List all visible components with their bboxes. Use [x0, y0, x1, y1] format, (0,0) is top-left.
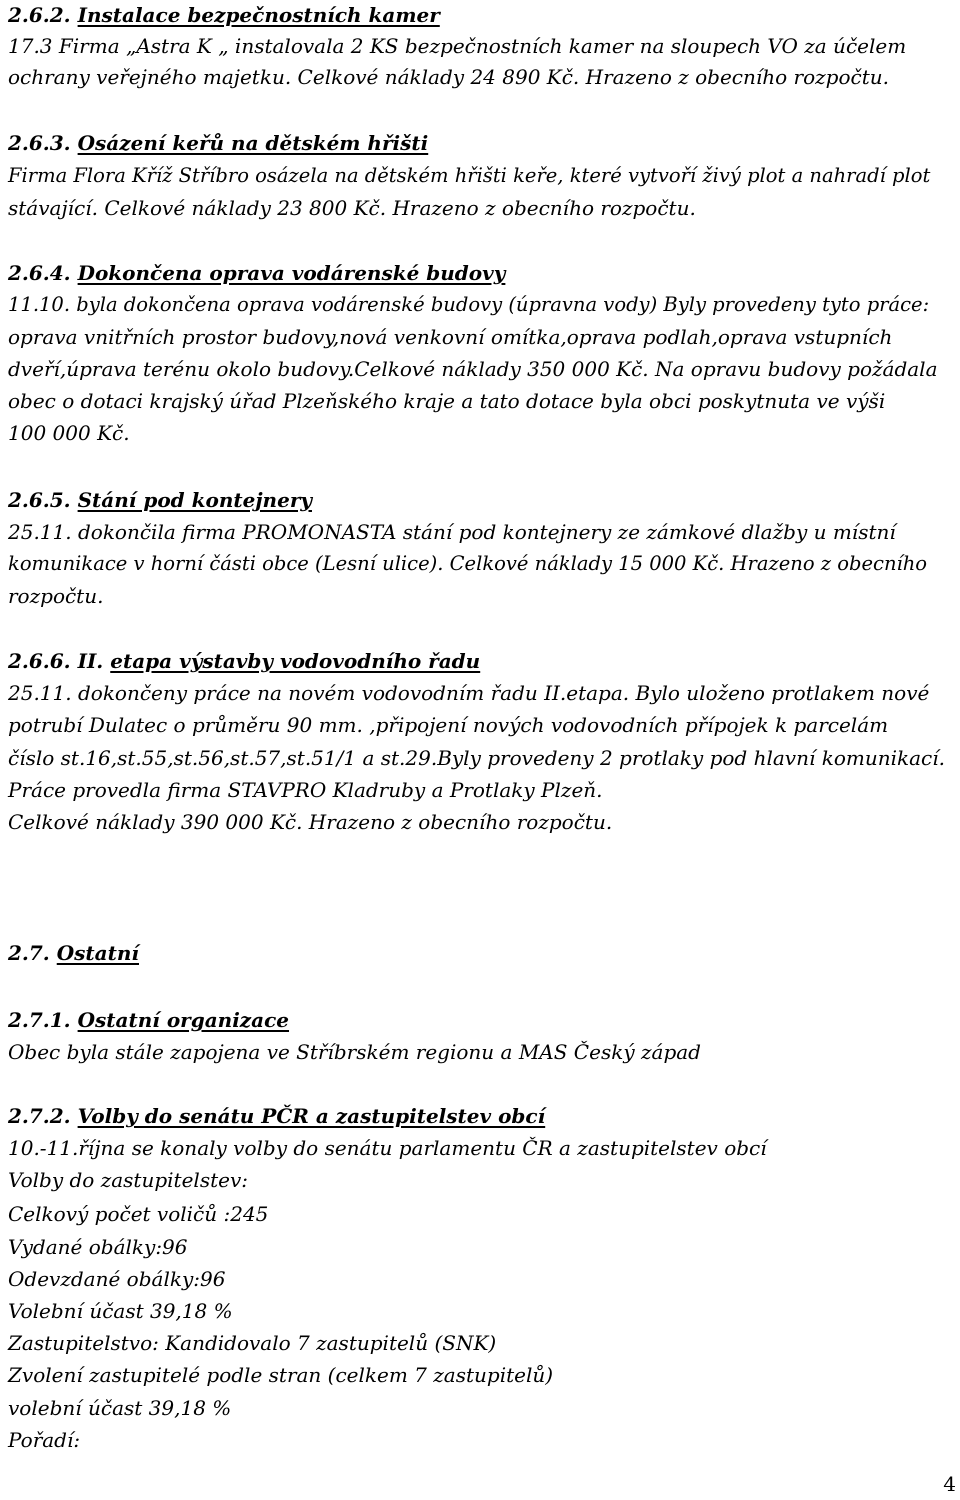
section-heading	[8, 1101, 545, 1131]
section-heading	[8, 646, 480, 676]
paragraph-line: 17.3 Firma „Astra K „ instalovala 2 KS bezpečnostních kamer na sloupech VO za účelem	[8, 34, 907, 58]
paragraph-line: dveří,úprava terénu okolo budovy.Celkové náklady 350 000 Kč. Na opravu budovy požádala	[8, 357, 938, 381]
paragraph-line: obec o dotaci krajský úřad Plzeňského kraje a tato dotace byla obci poskytnuta ve výši	[8, 389, 886, 413]
section-number: 2.7.2.	[8, 1104, 71, 1128]
paragraph-line: potrubí Dulatec o průměru 90 mm. ,připojení nových vodovodních přípojek k parcelám	[8, 713, 889, 737]
paragraph-line: oprava vnitřních prostor budovy,nová venkovní omítka,oprava podlah,oprava vstupních	[8, 325, 893, 349]
paragraph-line: Zastupitelstvo: Kandidovalo 7 zastupitelů (SNK)	[8, 1331, 497, 1355]
section-title: Ostatní	[56, 941, 139, 965]
paragraph-line: Práce provedla firma STAVPRO Kladruby a Protlaky Plzeň.	[8, 778, 603, 802]
section-heading	[8, 938, 139, 968]
section-number: 2.6.6. II.	[8, 649, 104, 673]
paragraph-line: 10.-11.října se konaly volby do senátu parlamentu ČR a zastupitelstev obcí	[8, 1136, 767, 1160]
section-heading	[8, 1005, 289, 1035]
paragraph-line: Obec byla stále zapojena ve Stříbrském regionu a MAS Český západ	[8, 1040, 701, 1064]
paragraph-line: Firma Flora Kříž Stříbro osázela na dětském hřišti keře, které vytvoří živý plot a nahradí plot	[8, 164, 931, 187]
section-heading	[8, 0, 440, 30]
paragraph-line: 25.11. dokončila firma PROMONASTA stání pod kontejnery ze zámkové dlažby u místní	[8, 520, 896, 544]
section-heading	[8, 128, 428, 158]
paragraph-line: volební účast 39,18 %	[8, 1396, 232, 1420]
document-page	[8, 0, 952, 1500]
section-number: 2.6.5.	[8, 488, 71, 512]
paragraph-line: Celkové náklady 390 000 Kč. Hrazeno z obecního rozpočtu.	[8, 810, 613, 834]
paragraph-line: číslo st.16,st.55,st.56,st.57,st.51/1 a st.29.Byly provedeny 2 protlaky pod hlavní komunikací.	[8, 746, 945, 770]
section-title: Dokončena oprava vodárenské budovy	[77, 261, 506, 285]
section-title: Ostatní organizace	[77, 1008, 290, 1032]
section-heading	[8, 258, 505, 288]
paragraph-line: rozpočtu.	[8, 584, 104, 608]
section-number: 2.6.3.	[8, 131, 71, 155]
section-title: etapa výstavby vodovodního řadu	[110, 649, 481, 673]
paragraph-line: 100 000 Kč.	[8, 421, 130, 445]
paragraph-line: Zvolení zastupitelé podle stran (celkem 7 zastupitelů)	[8, 1363, 554, 1387]
section-title: Stání pod kontejnery	[77, 488, 312, 512]
section-title: Instalace bezpečnostních kamer	[77, 3, 440, 27]
paragraph-line: Volební účast 39,18 %	[8, 1299, 233, 1323]
section-number: 2.6.2.	[8, 3, 71, 27]
paragraph-line: stávající. Celkové náklady 23 800 Kč. Hrazeno z obecního rozpočtu.	[8, 196, 696, 220]
section-number: 2.7.	[8, 941, 50, 965]
page-number: 4	[943, 1472, 956, 1496]
paragraph-line: Odevzdané obálky:96	[8, 1267, 226, 1291]
section-number: 2.6.4.	[8, 261, 71, 285]
section-heading	[8, 485, 312, 515]
paragraph-line: Celkový počet voličů :245	[8, 1202, 269, 1226]
section-number: 2.7.1.	[8, 1008, 71, 1032]
paragraph-line: 11.10. byla dokončena oprava vodárenské budovy (úpravna vody) Byly provedeny tyto práce:	[8, 293, 930, 316]
paragraph-line: komunikace v horní části obce (Lesní ulice). Celkové náklady 15 000 Kč. Hrazeno z obecního	[8, 552, 928, 575]
paragraph-line: Vydané obálky:96	[8, 1235, 188, 1259]
section-title: Volby do senátu PČR a zastupitelstev obcí	[77, 1104, 546, 1128]
paragraph-line: Volby do zastupitelstev:	[8, 1168, 248, 1192]
paragraph-line: Pořadí:	[8, 1428, 81, 1452]
paragraph-line: ochrany veřejného majetku. Celkové náklady 24 890 Kč. Hrazeno z obecního rozpočtu.	[8, 65, 890, 89]
section-title: Osázení keřů na dětském hřišti	[77, 131, 429, 155]
paragraph-line: 25.11. dokončeny práce na novém vodovodním řadu II.etapa. Bylo uloženo protlakem nové	[8, 681, 930, 705]
